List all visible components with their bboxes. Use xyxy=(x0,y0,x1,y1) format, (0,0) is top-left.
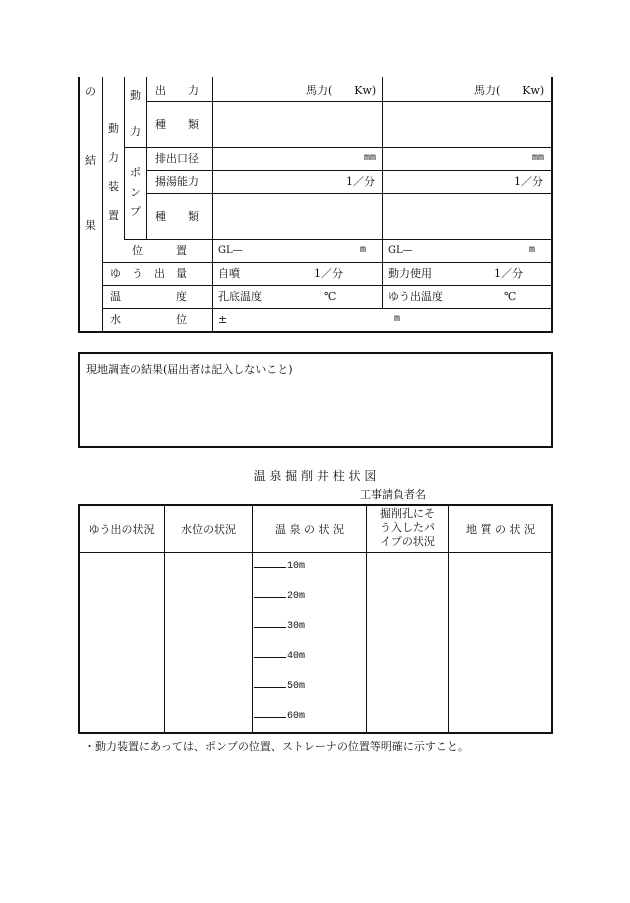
kind-label-1: 種 類 xyxy=(155,118,199,131)
depth-label: 20m xyxy=(287,591,306,602)
kind-label-2: 種 類 xyxy=(155,210,199,223)
capacity-col1-unit: 1／分 xyxy=(346,175,375,188)
table-bottom-border xyxy=(78,331,553,333)
position-label: 位 置 xyxy=(132,244,187,257)
position-col2-unit: m xyxy=(529,245,536,256)
yield-col1-unit: 1／分 xyxy=(314,267,343,280)
depth-label: 60m xyxy=(287,711,306,722)
depth-label: 40m xyxy=(287,651,306,662)
yield-col2-label: 動力使用 xyxy=(388,267,432,280)
header-pipe-line-1: 掘削孔にそ xyxy=(380,507,435,520)
water-col1-prefix: ± xyxy=(218,313,228,326)
power-device-char-3: 装 xyxy=(108,180,119,193)
position-col2-prefix: GL— xyxy=(388,245,413,256)
output-col1: 馬力( Kw) xyxy=(306,84,377,97)
output-col2: 馬力( Kw) xyxy=(474,84,545,97)
depth-tick xyxy=(254,567,286,568)
temp-col1-unit: ℃ xyxy=(324,290,337,303)
water-level-label: 水 位 xyxy=(110,313,187,326)
yield-col1-label: 自噴 xyxy=(218,267,240,280)
column-diagram-table xyxy=(78,504,553,734)
yield-col2-unit: 1／分 xyxy=(494,267,523,280)
header-spring-status: 温 泉 の 状 況 xyxy=(275,523,344,536)
footnote: ・動力装置にあっては、ポンプの位置、ストレーナの位置等明確に示すこと。 xyxy=(84,740,469,753)
yield-label: ゆ う 出 量 xyxy=(110,267,187,280)
header-pipe-line-3: イプの状況 xyxy=(380,535,435,548)
power-device-char-4: 置 xyxy=(108,209,119,222)
table-left-border xyxy=(78,77,80,332)
depth-tick xyxy=(254,657,286,658)
temp-col2-label: ゆう出温度 xyxy=(388,290,443,303)
power-device-char-1: 動 xyxy=(108,122,119,135)
depth-label: 10m xyxy=(287,561,306,572)
diagram-title: 温 泉 掘 削 井 柱 状 図 xyxy=(253,469,377,483)
depth-tick xyxy=(254,687,286,688)
water-col1-unit: m xyxy=(394,314,401,325)
capacity-label: 揚湯能力 xyxy=(155,175,199,188)
header-pipe-line-2: う入したパ xyxy=(380,521,435,534)
outlet-label: 排出口径 xyxy=(155,152,199,165)
pump-char-1: ポ xyxy=(130,166,141,179)
header-water-status: 水位の状況 xyxy=(181,523,236,536)
outlet-col2-unit: mm xyxy=(532,153,545,164)
douryoku-char-2: 力 xyxy=(130,125,141,138)
temp-col1-label: 孔底温度 xyxy=(218,290,262,303)
header-yield-status: ゆう出の状況 xyxy=(88,523,155,536)
depth-label: 50m xyxy=(287,681,306,692)
table-right-border xyxy=(551,77,553,332)
position-col1-prefix: GL— xyxy=(218,245,243,256)
temperature-label: 温 度 xyxy=(110,290,187,303)
power-device-char-2: 力 xyxy=(108,151,119,164)
depth-label: 30m xyxy=(287,621,306,632)
side-char-no: の xyxy=(85,85,96,98)
depth-tick xyxy=(254,627,286,628)
capacity-col2-unit: 1／分 xyxy=(514,175,543,188)
depth-tick xyxy=(254,597,286,598)
survey-result-box xyxy=(78,352,553,448)
douryoku-char-1: 動 xyxy=(130,89,141,102)
side-char-ka: 果 xyxy=(85,219,96,232)
contractor-label: 工事請負者名 xyxy=(360,488,426,501)
survey-result-title: 現地調査の結果(届出者は記入しないこと) xyxy=(86,363,293,376)
header-geology-status: 地 質 の 状 況 xyxy=(466,523,535,536)
side-char-ketsu: 結 xyxy=(85,154,96,167)
pump-char-2: ン xyxy=(130,186,141,199)
temp-col2-unit: ℃ xyxy=(504,290,517,303)
depth-tick xyxy=(254,717,286,718)
pump-char-3: プ xyxy=(130,205,141,218)
output-label: 出 力 xyxy=(155,84,199,97)
outlet-col1-unit: mm xyxy=(364,153,377,164)
position-col1-unit: m xyxy=(360,245,367,256)
